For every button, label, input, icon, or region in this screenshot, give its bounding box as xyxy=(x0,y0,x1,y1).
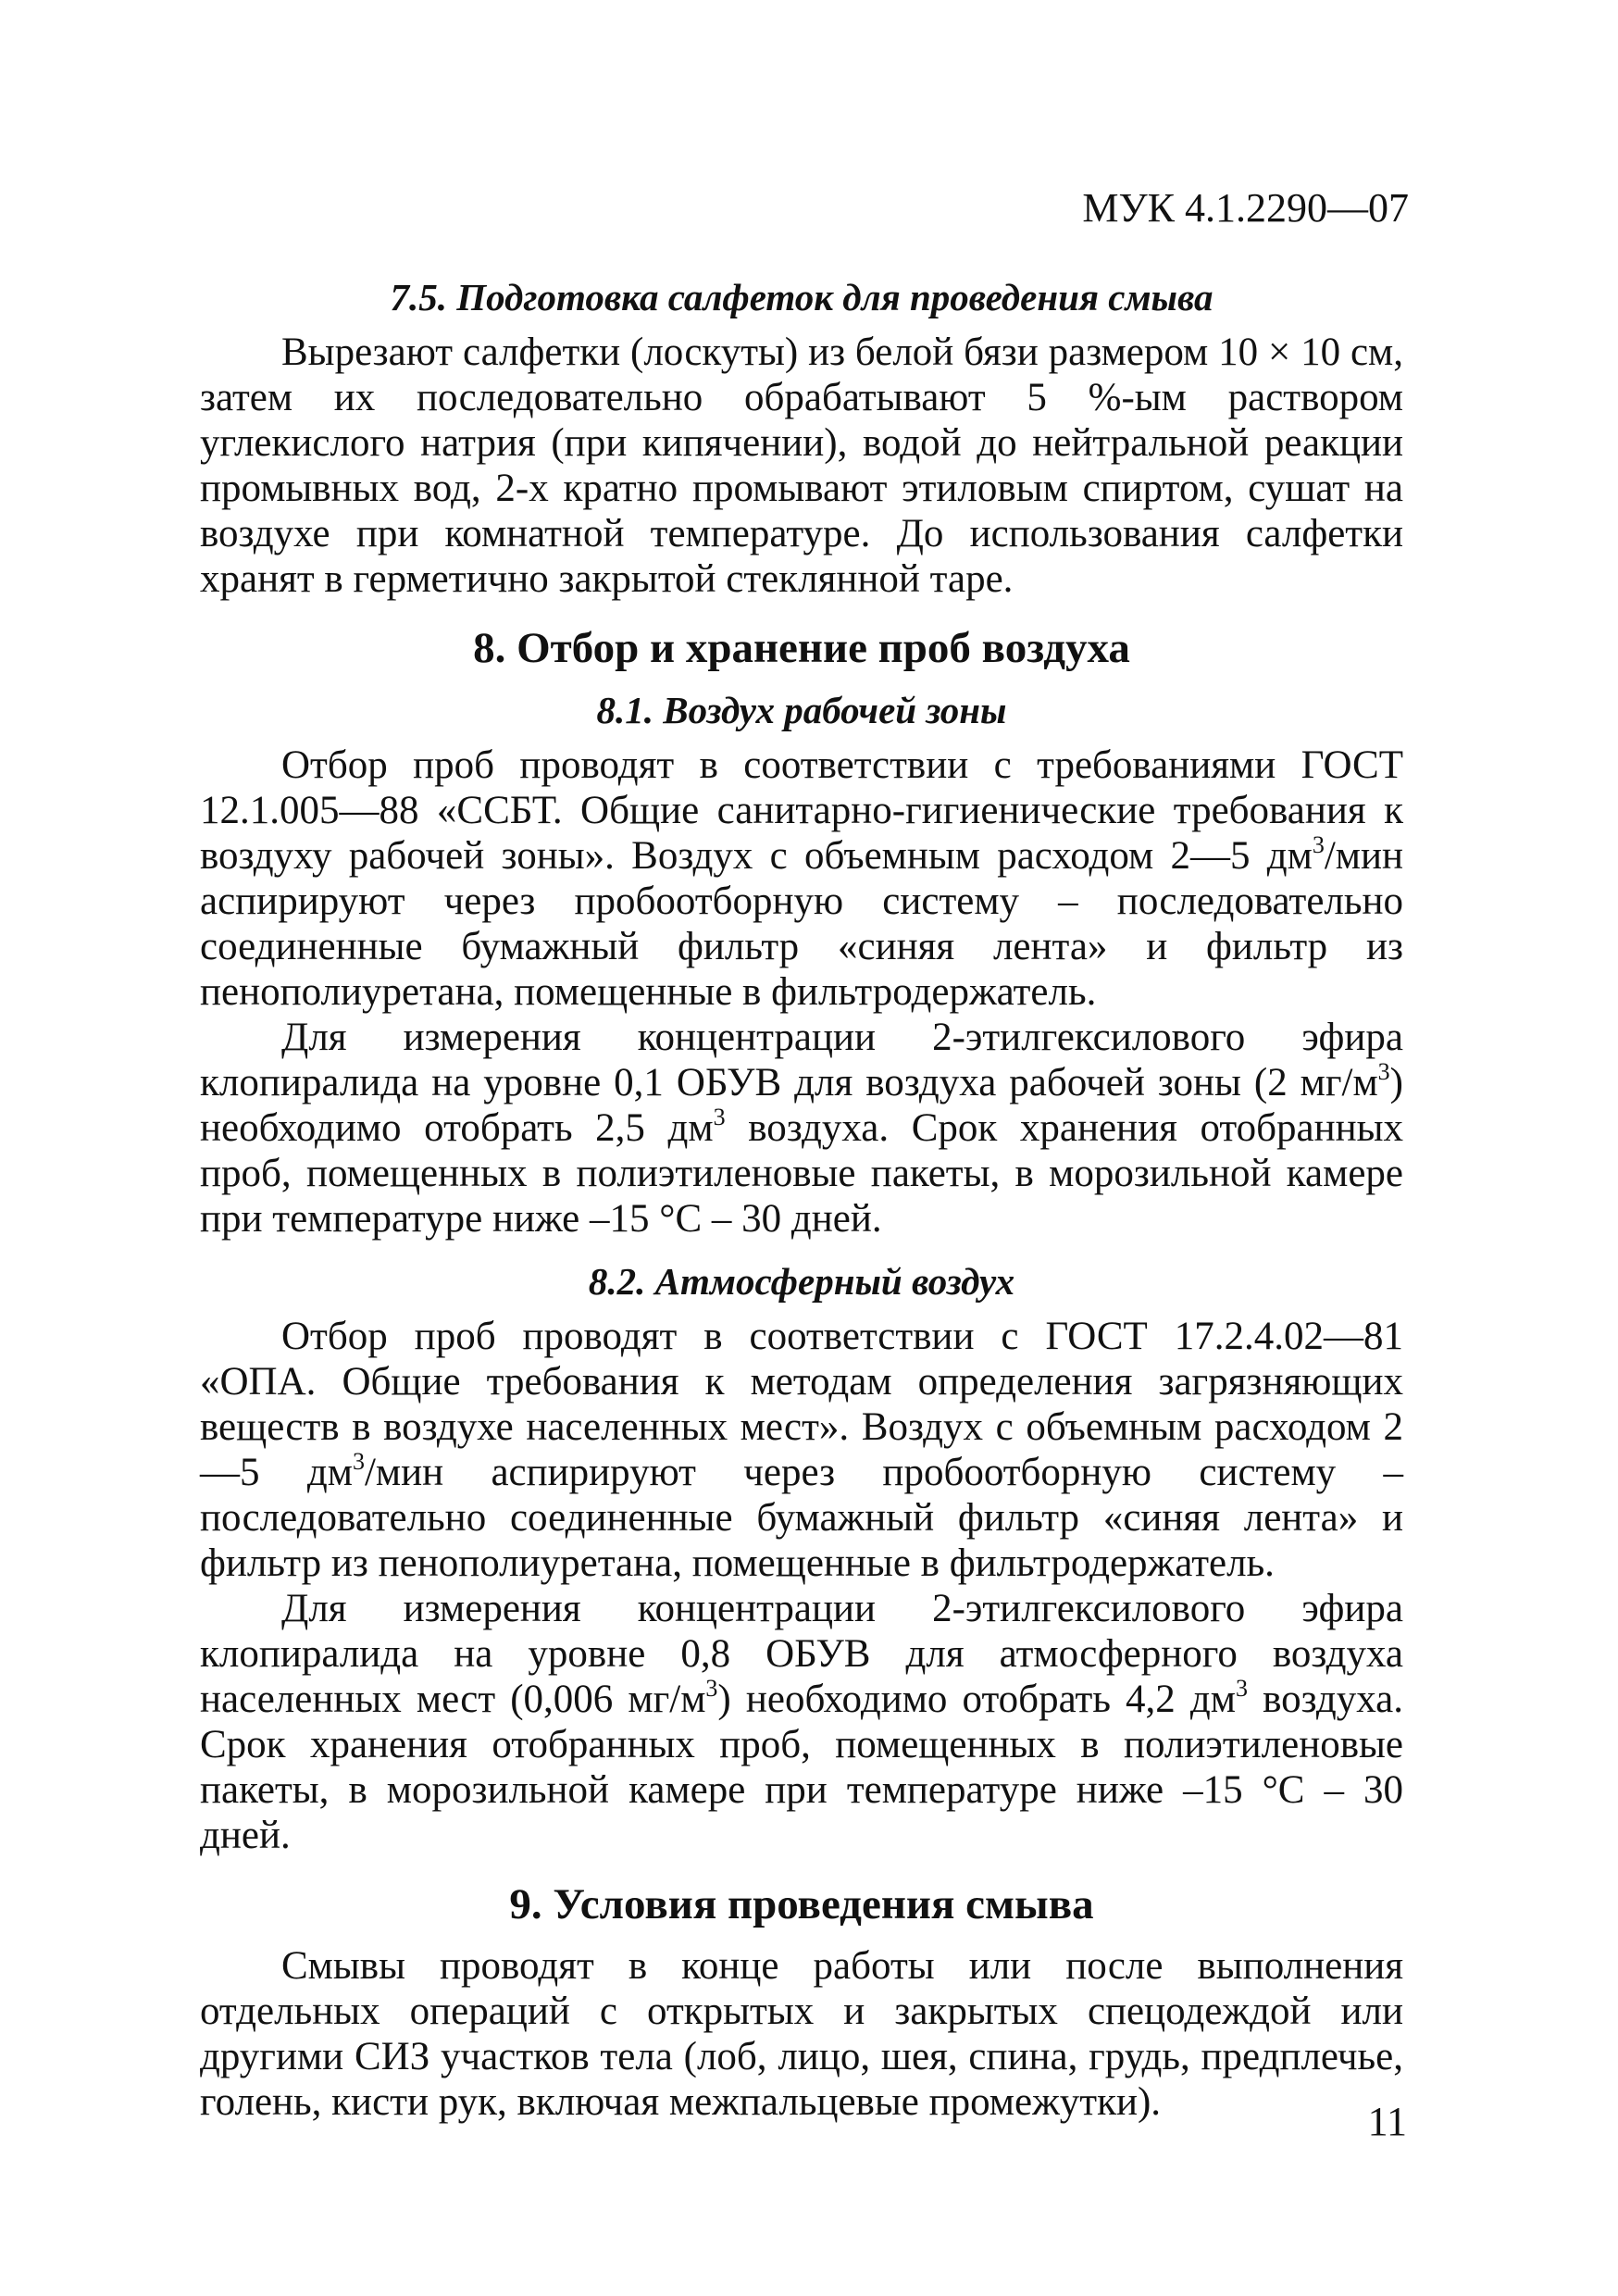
subsection-title-7-5: 7.5. Подготовка салфеток для проведения смыва xyxy=(390,276,1214,318)
document-code-header: МУК 4.1.2290—07 xyxy=(1082,185,1409,231)
superscript: 3 xyxy=(705,1674,718,1702)
text-fragment: Отбор проб проводят в соответствии с ГОСТ 17.2.4.02—81 «ОПА. Общие требования к методам определения загрязняющих веществ в воздухе населенных мест». Воздух с объемным расходом 2—5 дм xyxy=(200,1315,1403,1494)
text-fragment: /мин аспирируют через пробоотборную систему – последовательно соединенные бумажный фильтр «синяя лента» и фильтр из пенополиуретана, помещенные в фильтродержатель. xyxy=(200,1451,1404,1585)
text-fragment: ) необходимо отобрать 4,2 дм xyxy=(717,1678,1237,1721)
text-fragment: воздуха. Срок хранения отобранных проб, помещенных в полиэтиленовые пакеты, в морозильной камере при температуре ниже –15 °С – 30 дней. xyxy=(200,1106,1403,1241)
text-fragment: Для измерения концентрации 2-этилгексилового эфира клопиралида на уровне 0,8 ОБУВ для атмосферного воздуха населенных мест (0,006 мг/м xyxy=(200,1587,1403,1721)
page-number: 11 xyxy=(1367,2099,1407,2144)
spacer xyxy=(200,1242,1403,1258)
text-fragment: Отбор проб проводят в соответствии с требованиями ГОСТ 12.1.005—88 «ССБТ. Общие санитарно-гигиенические требования к воздуху рабочей зоны». Воздух с объемным расходом 2—5 дм xyxy=(200,743,1403,878)
subsection-title-8-1: 8.1. Воздух рабочей зоны xyxy=(596,689,1007,731)
page-content xyxy=(200,274,1403,2125)
text-fragment: ) необходимо отобрать 2,5 дм xyxy=(200,1061,1403,1150)
text-fragment: Для измерения концентрации 2-этилгексилового эфира клопиралида на уровне 0,1 ОБУВ для воздуха рабочей зоны (2 мг/м xyxy=(200,1016,1403,1104)
paragraph-8-2-sampling xyxy=(200,1314,1403,1586)
paragraph-8-1-sampling xyxy=(200,742,1403,1015)
superscript: 3 xyxy=(713,1103,726,1130)
superscript: 3 xyxy=(1312,830,1325,858)
section-title-9: 9. Условия проведения смыва xyxy=(509,1880,1094,1928)
paragraph-8-1-measurement xyxy=(200,1015,1403,1242)
superscript: 3 xyxy=(1236,1674,1249,1702)
subsection-title-8-2: 8.2. Атмосферный воздух xyxy=(588,1260,1015,1303)
text-fragment: /мин аспирируют через пробоотборную систему – последовательно соединенные бумажный фильтр «синяя лента» и фильтр из пенополиуретана, помещенные в фильтродержатель. xyxy=(200,834,1403,1014)
paragraph-7-5: Вырезают салфетки (лоскуты) из белой бязи размером 10 × 10 см, затем их последовательно обрабатывают 5 %-ым раствором углекислого натрия (при кипячении), водой до нейтральной реакции промывных вод, 2-х кратно промывают этиловым спиртом, сушат на воздухе при комнатной температуре. До использования салфетки хранят в герметично закрытой стеклянной таре. xyxy=(200,331,1403,601)
text-fragment: воздуха. Срок хранения отобранных проб, помещенных в полиэтиленовые пакеты, в морозильной камере при температуре ниже –15 °С – 30 дней. xyxy=(200,1678,1403,1857)
section-title-8: 8. Отбор и хранение проб воздуха xyxy=(473,624,1130,672)
superscript: 3 xyxy=(352,1447,365,1475)
paragraph-8-2-measurement xyxy=(200,1586,1403,1858)
paragraph-9: Смывы проводят в конце работы или после выполнения отдельных операций с открытых и закрытых спецодеждой или другими СИЗ участков тела (лоб, лицо, шея, спина, грудь, предплечье, голень, кисти рук, включая межпальцевые промежутки). xyxy=(200,1944,1403,2124)
superscript: 3 xyxy=(1377,1057,1390,1085)
